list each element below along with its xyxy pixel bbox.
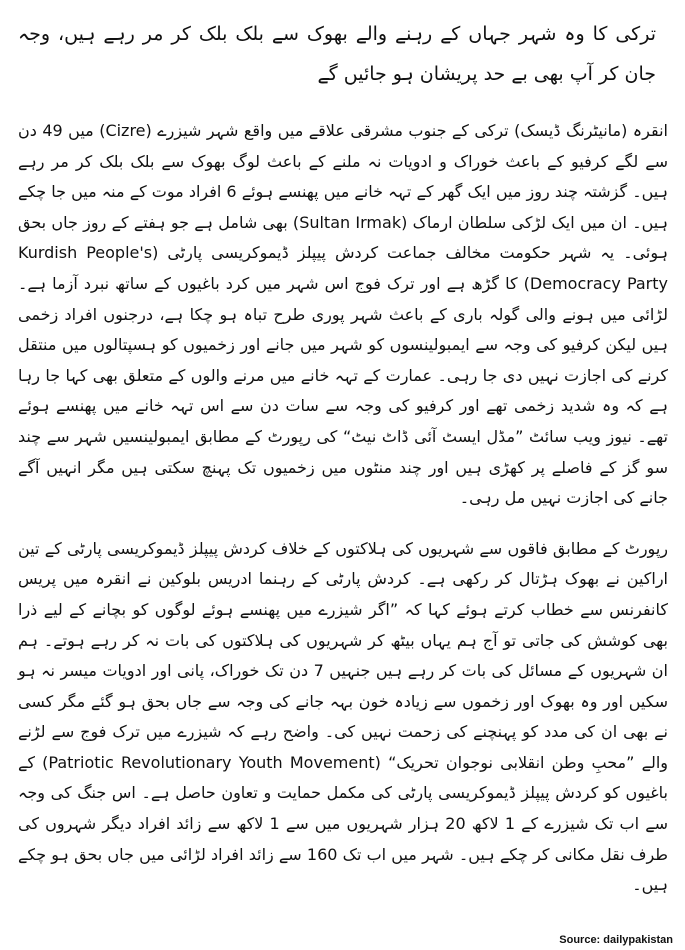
source-name: dailypakistan: [603, 934, 673, 946]
source-label: Source:: [559, 934, 601, 946]
article-paragraph-2: رپورٹ کے مطابق فاقوں سے شہریوں کی ہلاکتوں کے خلاف کردش پیپلز ڈیموکریسی پارٹی کے تین اراکین نے بھوک ہڑتال کر رکھی ہے۔ کردش پارٹی کے رہنما ادریس بلوکین نے انقرہ میں پریس کانفرنس سے خطاب کرتے ہوئے کہا کہ ”اگر شیزرے میں پھنسے ہوئے لوگوں کو بچانے کے لیے ذرا بھی کوشش کی جاتی تو آج ہم یہاں بیٹھ کر شہریوں کی ہلاکتوں کی بات نہ کر رہے ہوتے۔ ہم ان شہریوں کے مسائل کی بات کر رہے ہیں جنہیں 7 دن تک خوراک، پانی اور ادویات میسر نہ ہو سکیں اور وہ بھوک اور زخموں سے زیادہ خون بہہ جانے کی وجہ سے جاں بحق ہو گئے مگر کسی نے بھی ان کی مدد کو پہنچنے کی زحمت نہیں کی۔ واضح رہے کہ شیزرے میں ترک فوج سے لڑنے والے ”محبِ وطن انقلابی نوجوان تحریک“ (Patriotic Revolutionary Youth Movement) کے باغیوں کو کردش پیپلز ڈیموکریسی پارٹی کی مکمل حمایت و تعاون حاصل ہے۔ اس جنگ کی وجہ سے اب تک شیزرے کے 1 لاکھ 20 ہزار شہریوں میں سے 1 لاکھ سے زائد افراد دیگر شہروں کی طرف نقل مکانی کر چکے ہیں۔ شہر میں اب تک 160 سے زائد افراد لڑائی میں جاں بحق ہو چکے ہیں۔: [18, 538, 669, 895]
article-headline: ترکی کا وہ شہر جہاں کے رہنے والے بھوک سے بلک بلک کر مر رہے ہیں، وجہ جان کر آپ بھی بے حد پریشان ہو جائیں گے: [18, 23, 656, 85]
article: [18, 0, 668, 901]
source-credit: [559, 934, 673, 946]
article-paragraph-1: انقرہ (مانیٹرنگ ڈیسک) ترکی کے جنوب مشرقی علاقے میں واقع شہر شیزرے (Cizre) میں 49 دن سے لگے کرفیو کے باعث خوراک و ادویات نہ ملنے کے باعث لوگ بھوک سے بلک بلک کر مر رہے ہیں۔ گزشتہ چند روز میں ایک گھر کے تہہ خانے میں پھنسے ہوئے 6 افراد موت کے منہ میں جا چکے ہیں۔ ان میں ایک لڑکی سلطان ارماک (Sultan Irmak) بھی شامل ہے جو ہفتے کے روز جاں بحق ہوئی۔ یہ شہر حکومت مخالف جماعت کردش پیپلز ڈیموکریسی پارٹی (Kurdish People's Democracy Party) کا گڑھ ہے اور ترک فوج اس شہر میں کرد باغیوں کے ساتھ نبرد آزما ہے۔ لڑائی میں ہونے والی گولہ باری کے باعث شہر پوری طرح تباہ ہو چکا ہے، درجنوں افراد زخمی ہیں لیکن کرفیو کی وجہ سے ایمبولینسوں کو شہر میں جانے اور زخمیوں کو ہسپتالوں میں منتقل کرنے کی اجازت نہیں دی جا رہی۔ عمارت کے تہہ خانے میں مرنے والوں کے متعلق بھی کہا جا رہا ہے کہ وہ شدید زخمی تھے اور کرفیو کی وجہ سے سات دن سے اس تہہ خانے میں پھنسے ہوئے تھے۔ نیوز ویب سائٹ ”مڈل ایسٹ آئی ڈاٹ نیٹ“ کی رپورٹ کے مطابق ایمبولینسیں شہر سے چند سو گز کے فاصلے پر کھڑی ہیں اور چند منٹوں میں زخمیوں تک پہنچ سکتی ہیں مگر انہیں آگے جانے کی اجازت نہیں مل رہی۔: [18, 121, 669, 508]
